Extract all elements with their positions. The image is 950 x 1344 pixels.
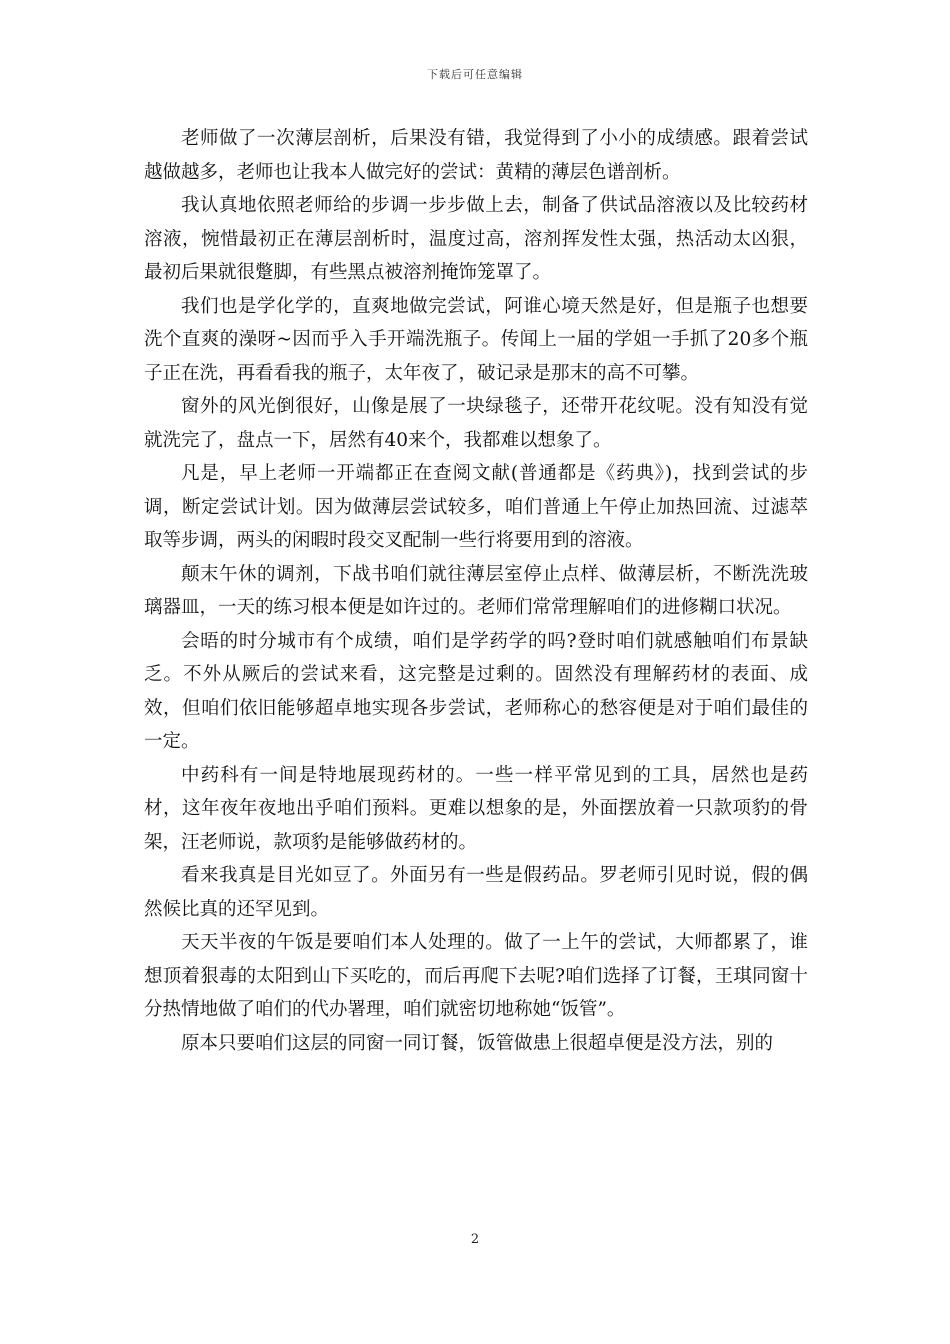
paragraph: 会晤的时分城市有个成绩，咱们是学药学的吗?登时咱们就感触咱们布景缺乏。不外从厥后的尝试来看，这完整是过剩的。固然没有理解药材的表面、成效，但咱们依旧能够超卓地实现各步尝试，老师称心的愁容便是对于咱们最佳的一定。 bbox=[144, 630, 808, 752]
paragraph: 天天半夜的午饭是要咱们本人处理的。做了一上午的尝试，大师都累了，谁想顶着狠毒的太阳到山下买吃的，而后再爬下去呢?咱们选择了订餐，王琪同窗十分热情地做了咱们的代办署理，咱们就密切地称她“饭管”。 bbox=[144, 932, 808, 1020]
paragraph: 颠末午休的调剂，下战书咱们就往薄层室停止点样、做薄层析，不断洗洗玻璃器皿，一天的练习根本便是如许过的。老师们常常理解咱们的进修糊口状况。 bbox=[144, 563, 808, 618]
paragraph: 我认真地依照老师给的步调一步步做上去，制备了供试品溶液以及比较药材溶液，惋惜最初正在薄层剖析时，温度过高，溶剂挥发性太强，热活动太凶狠，最初后果就很蹩脚，有些黑点被溶剂掩饰笼罩了。 bbox=[144, 195, 808, 283]
paragraph: 我们也是学化学的，直爽地做完尝试，阿谁心境天然是好，但是瓶子也想要洗个直爽的澡呀~因而乎入手开端洗瓶子。传闻上一届的学姐一手抓了20多个瓶子正在洗，再看看我的瓶子，太年夜了，破记录是那末的高不可攀。 bbox=[144, 295, 808, 384]
paragraph: 中药科有一间是特地展现药材的。一些一样平常见到的工具，居然也是药材，这年夜年夜地出乎咱们预料。更难以想象的是，外面摆放着一只款项豹的骨架，汪老师说，款项豹是能够做药材的。 bbox=[144, 764, 808, 853]
page-header: 下载后可任意编辑 bbox=[427, 68, 523, 81]
body-text bbox=[144, 122, 808, 1060]
paragraph: 老师做了一次薄层剖析，后果没有错，我觉得到了小小的成绩感。跟着尝试越做越多，老师也让我本人做完好的尝试：黄精的薄层色谱剖析。 bbox=[144, 128, 808, 183]
paragraph: 凡是，早上老师一开端都正在查阅文献(普通都是《药典》)，找到尝试的步调，断定尝试计划。因为做薄层尝试较多，咱们普通上午停止加热回流、过滤萃取等步调，两头的闲暇时段交叉配制一些行将要用到的溶液。 bbox=[144, 463, 808, 551]
paragraph: 原本只要咱们这层的同窗一同订餐，饭管做患上很超卓便是没方法，别的 bbox=[181, 1032, 774, 1054]
page-number: 2 bbox=[470, 1232, 480, 1247]
paragraph: 看来我真是目光如豆了。外面另有一些是假药品。罗老师引见时说，假的偶然候比真的还罕见到。 bbox=[144, 865, 808, 920]
paragraph: 窗外的风光倒很好，山像是展了一块绿毯子，还带开花纹呢。没有知没有觉就洗完了，盘点一下，居然有40来个，我都难以想象了。 bbox=[144, 396, 808, 451]
